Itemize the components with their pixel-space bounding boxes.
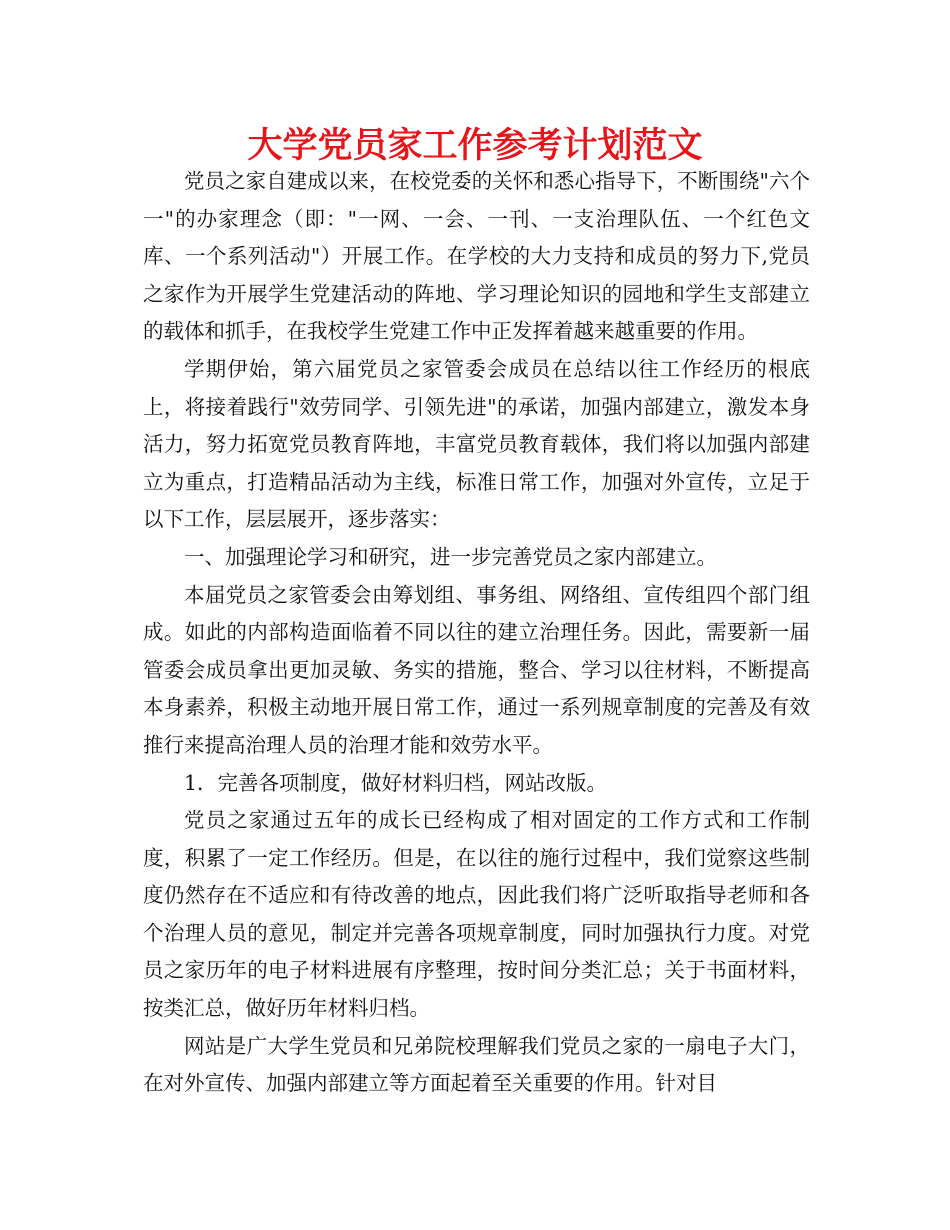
- document-title: 大学党员家工作参考计划范文: [247, 126, 703, 166]
- paragraph-structure: 本届党员之家管委会由筹划组、事务组、网络组、宣传组四个部门组成。如此的内部构造面临着不同以往的建立治理任务。因此，需要新一届管委会成员拿出更加灵敏、务实的措施，整合、学习以往材料，不断提高本身素养，积极主动地开展日常工作，通过一系列规章制度的完善及有效推行来提高治理人员的治理才能和效劳水平。: [143, 582, 810, 757]
- paragraph-rules: 党员之家通过五年的成长已经构成了相对固定的工作方式和工作制度，积累了一定工作经历。但是，在以往的施行过程中，我们觉察这些制度仍然存在不适应和有待改善的地点，因此我们将广泛听取指导老师和各个治理人员的意见，制定并完善各项规章制度，同时加强执行力度。对党员之家历年的电子材料进展有序整理，按时间分类汇总；关于书面材料，按类汇总，做好历年材料归档。: [143, 808, 810, 1021]
- subsection-heading-1: 1．完善各项制度，做好材料归档，网站改版。: [184, 770, 608, 795]
- paragraph-intro: 党员之家自建成以来，在校党委的关怀和悉心指导下，不断围绕"六个一"的办家理念（即："一网、一会、一刊、一支治理队伍、一个红色文库、一个系列活动"）开展工作。在学校的大力支持和成员的努力下,党员之家作为开展学生党建活动的阵地、学习理论知识的园地和学生支部建立的载体和抓手，在我校学生党建工作中正发挥着越来越重要的作用。: [143, 169, 810, 344]
- section-heading-1: 一、加强理论学习和研究，进一步完善党员之家内部建立。: [184, 544, 717, 569]
- document-body: [143, 163, 810, 1103]
- paragraph-website: 网站是广大学生党员和兄弟院校理解我们党员之家的一扇电子大门，在对外宣传、加强内部建立等方面起着至关重要的作用。针对目: [143, 1033, 810, 1096]
- paragraph-semester-plan: 学期伊始，第六届党员之家管委会成员在总结以往工作经历的根底上，将接着践行"效劳同学、引领先进"的承诺，加强内部建立，激发本身活力，努力拓宽党员教育阵地，丰富党员教育载体，我们将以加强内部建立为重点，打造精品活动为主线，标准日常工作，加强对外宣传，立足于以下工作，层层展开，逐步落实：: [143, 356, 810, 532]
